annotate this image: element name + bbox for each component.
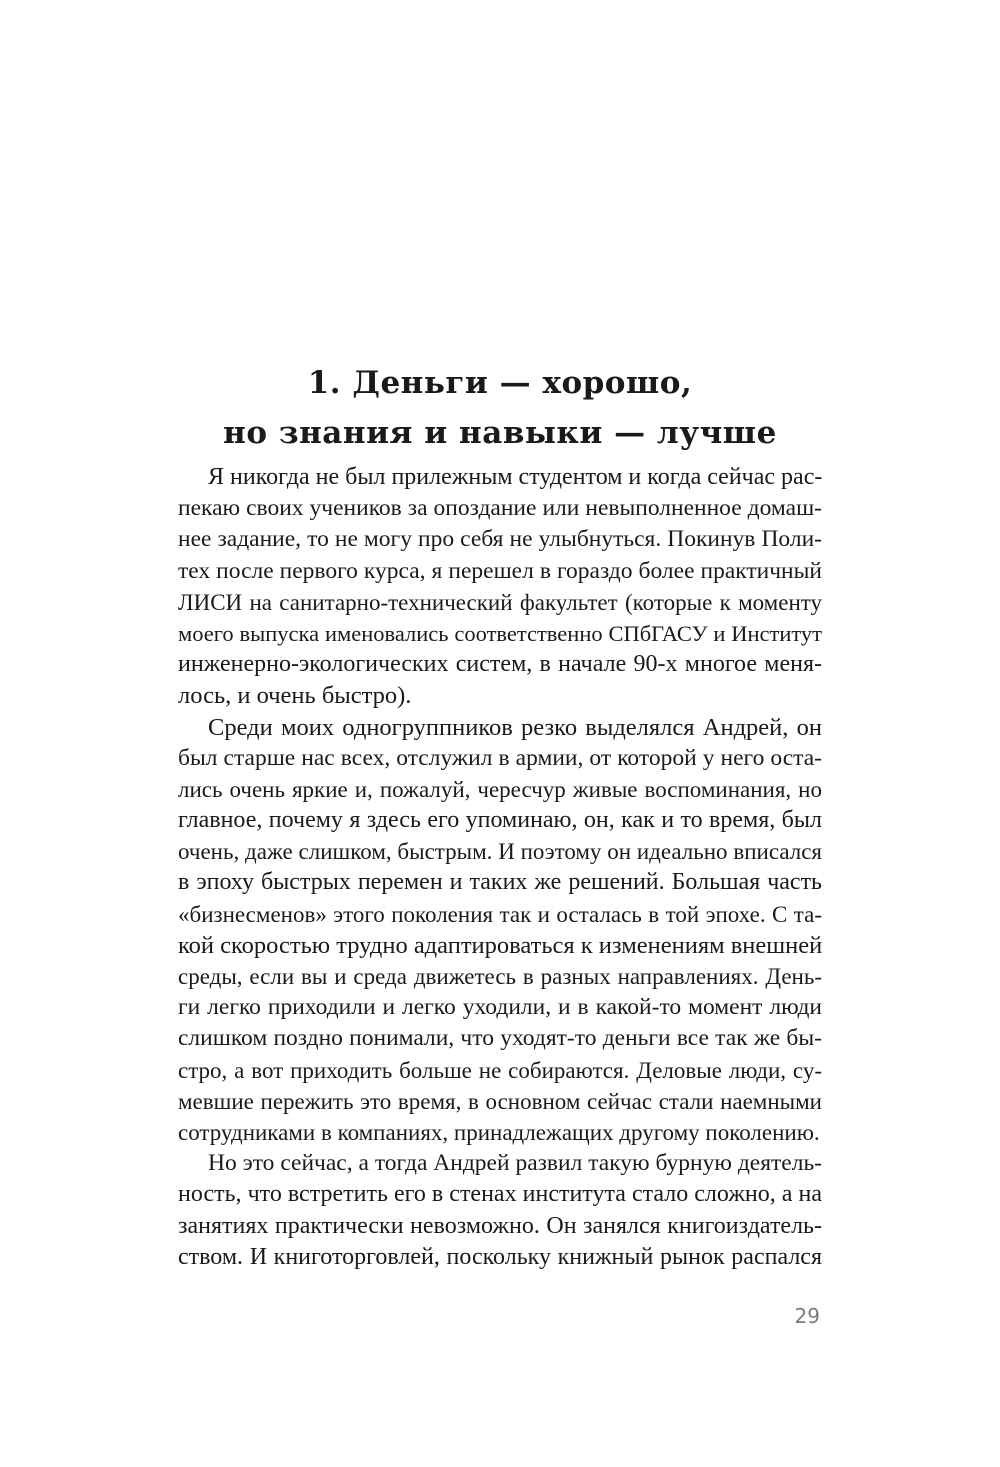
text-line: сотрудниками в компаниях, принадлежащих другому поколению. [178, 1119, 820, 1145]
chapter-title [150, 358, 850, 458]
text-line: Среди моих одногруппников резко выделялся Андрей, он [208, 713, 822, 741]
text-line: лось, и очень быстро). [178, 682, 412, 710]
text-line: моего выпуска именовались соответственно СПбГАСУ и Институт [178, 620, 822, 646]
text-line: «бизнесменов» этого поколения так и осталась в той эпохе. С та- [178, 901, 822, 927]
text-line: инженерно-экологических систем, в начале 90-х многое меня- [178, 651, 822, 678]
text-line: нее задание, то не могу про себя не улыбнуться. Покинув Поли- [178, 526, 822, 553]
text-line: ность, что встретить его в стенах института стало сложно, а на [178, 1181, 822, 1208]
text-line: слишком поздно понимали, что уходят-то деньги все так же бы- [178, 1025, 822, 1052]
text-line: кой скоростью трудно адаптироваться к изменениям внешней [178, 931, 823, 959]
text-line: в эпоху быстрых перемен и таких же решений. Большая часть [178, 869, 822, 896]
page-number: 29 [794, 1304, 820, 1328]
text-line: мевшие пережить это время, в основном сейчас стали наемными [178, 1088, 822, 1114]
text-line: лись очень яркие и, пожалуй, чересчур живые воспоминания, но [178, 776, 822, 802]
text-line: стро, а вот приходить больше не собираются. Деловые люди, су- [178, 1057, 822, 1083]
text-line: ством. И книготорговлей, поскольку книжный рынок распался [178, 1243, 822, 1270]
chapter-title-line-2: но знания и навыки — лучше [223, 415, 777, 451]
text-line: Я никогда не был прилежным студентом и когда сейчас рас- [208, 464, 823, 490]
text-line: Но это сейчас, а тогда Андрей развил такую бурную деятель- [208, 1150, 822, 1177]
text-line: тех после первого курса, я перешел в гораздо более практичный [178, 557, 822, 584]
chapter-title-line-1: 1. Деньги — хорошо, [307, 365, 693, 401]
text-line: ЛИСИ на санитарно-технический факультет (которые к моменту [178, 589, 822, 615]
text-line: пекаю своих учеников за опоздание или невыполненное домаш- [178, 495, 822, 522]
text-line: главное, почему я здесь его упоминаю, он, как и то время, был [178, 807, 822, 834]
text-line: был старше нас всех, отслужил в армии, от которой у него оста- [178, 744, 822, 771]
body-text [178, 462, 822, 1273]
text-line: занятиях практически невозможно. Он занялся книгоиздатель- [178, 1212, 822, 1239]
text-line: очень, даже слишком, быстрым. И поэтому он идеально вписался [178, 839, 822, 865]
text-line: среды, если вы и среда движетесь в разных направлениях. День- [178, 964, 822, 989]
text-line: ги легко приходили и легко уходили, и в какой-то момент люди [178, 994, 822, 1021]
